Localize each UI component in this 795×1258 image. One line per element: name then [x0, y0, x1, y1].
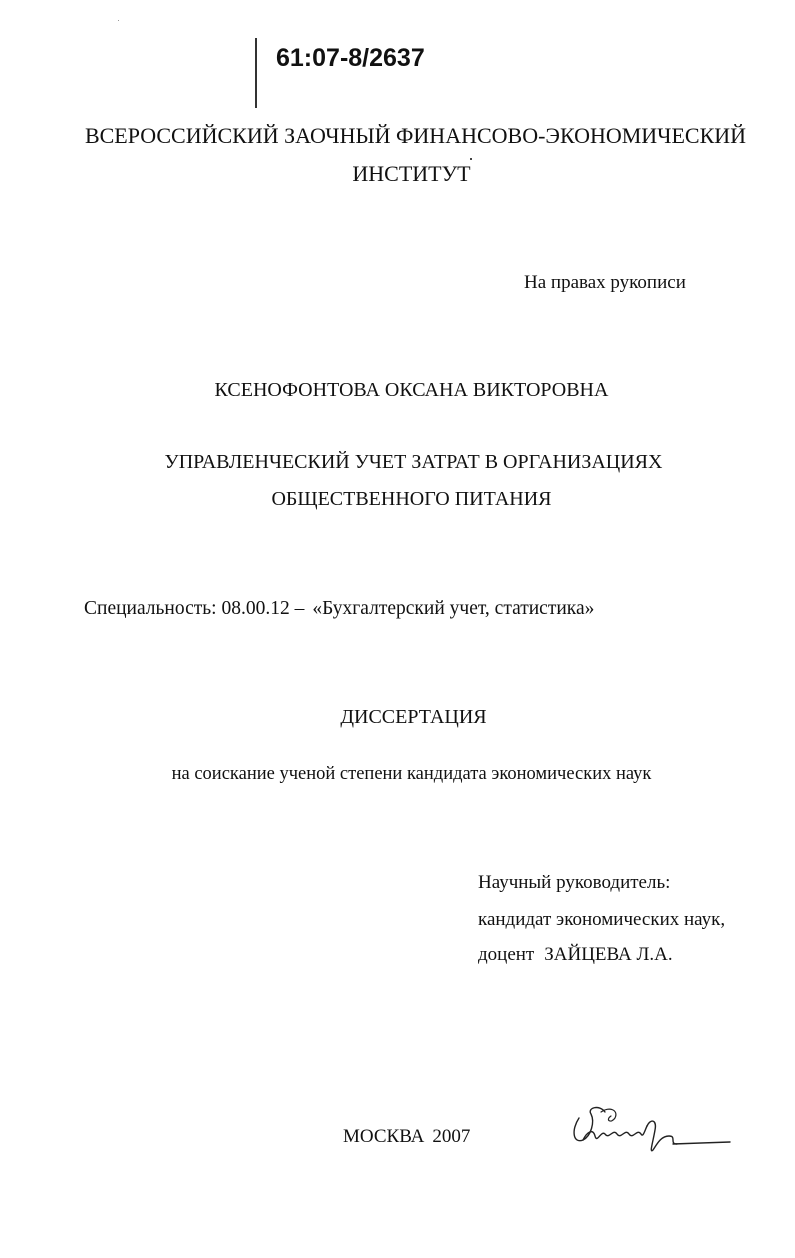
city: МОСКВА — [343, 1126, 425, 1147]
degree-line: на соискание ученой степени кандидата экономических наук — [171, 764, 652, 784]
handwritten-signature — [565, 1100, 735, 1160]
advisor-name: ЗАЙЦЕВА Л.А. — [544, 944, 673, 965]
author-name: КСЕНОФОНТОВА ОКСАНА ВИКТОРОВНА — [214, 379, 609, 401]
year: 2007 — [432, 1126, 471, 1147]
institute-name-line2: ИНСТИТУТ — [352, 161, 471, 186]
specialty — [84, 598, 594, 620]
document-type: ДИССЕРТАЦИЯ — [340, 706, 487, 728]
speck — [470, 158, 472, 160]
city-year — [343, 1126, 470, 1148]
stamp-divider — [255, 38, 257, 108]
institute-name-line1: ВСЕРОССИЙСКИЙ ЗАОЧНЫЙ ФИНАНСОВО-ЭКОНОМИЧЕСКИЙ — [84, 123, 747, 148]
advisor-degree: кандидат экономических наук, — [478, 909, 726, 930]
dissertation-title-line1: УПРАВЛЕНЧЕСКИЙ УЧЕТ ЗАТРАТ В ОРГАНИЗАЦИЯХ — [164, 451, 663, 473]
specialty-value: «Бухгалтерский учет, статистика» — [312, 598, 595, 619]
dissertation-title-line2: ОБЩЕСТВЕННОГО ПИТАНИЯ — [271, 488, 552, 510]
specialty-label: Специальность: 08.00.12 – — [84, 598, 305, 619]
advisor-rank: доцент — [478, 944, 535, 965]
advisor-label: Научный руководитель: — [478, 872, 671, 893]
speck — [118, 20, 119, 21]
advisor-rank-name — [478, 944, 673, 966]
library-stamp-code: 61:07-8/2637 — [276, 44, 425, 72]
rights-note: На правах рукописи — [524, 272, 686, 293]
